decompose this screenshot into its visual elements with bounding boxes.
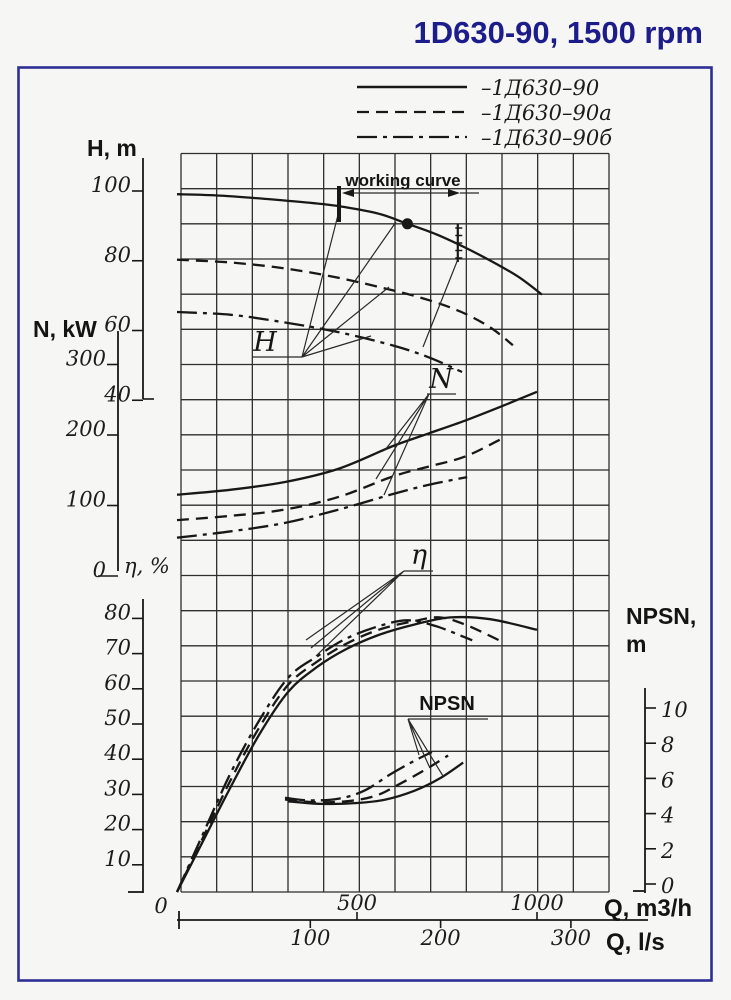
n-axis-tick-label: 300 (65, 346, 106, 371)
eta-axis-title: η, % (124, 554, 170, 578)
curve-head-1Д630-90б (177, 312, 462, 372)
h-curves-label: H (253, 327, 277, 358)
npsh-axis-title-2: m (626, 631, 647, 657)
npsh-axis-title-1: NPSN, (626, 603, 697, 629)
h-axis-tick-label: 80 (104, 242, 131, 267)
working-curve-arrow-right (448, 189, 460, 197)
h-axis-tick-label: 100 (90, 173, 131, 197)
curve-npsh-1Д630-90 (288, 763, 463, 804)
npsh-axis-tick-label: 0 (661, 874, 675, 898)
npsh-axis-tick-label: 10 (661, 698, 688, 722)
curve-npsh-1Д630-90а (285, 756, 448, 803)
eta-axis-tick-label: 70 (104, 635, 131, 660)
q-ls-tick-label: 200 (420, 926, 461, 950)
eta-leader-lines (306, 571, 433, 656)
chart-border (19, 68, 712, 981)
npsh-axis-tick-label: 8 (661, 733, 675, 758)
h-axis-title: H, m (87, 135, 137, 161)
q-m3h-tick-label: 500 (336, 891, 378, 915)
eta-axis-tick-label: 50 (104, 706, 131, 730)
h-axis-tick-label: 60 (104, 312, 131, 337)
legend (357, 76, 612, 150)
working-curve-label: working curve (345, 171, 461, 190)
npsh-curves-label: NPSN (419, 693, 475, 715)
npsh-axis-tick-label: 6 (661, 768, 675, 793)
q-m3h-tick-label: 1000 (510, 891, 564, 915)
legend-label-2: –1Д630–90а (481, 101, 612, 125)
curve-efficiency-1Д630-90 (177, 617, 537, 892)
curve-efficiency-1Д630-90а (177, 617, 499, 892)
q-m3h-axis-title: Q, m3/h (604, 895, 693, 922)
curve-head-1Д630-90а (177, 260, 513, 346)
legend-label-3: –1Д630–90б (481, 126, 613, 150)
h-axis-tick-label: 40 (104, 382, 131, 407)
origin-label: 0 (154, 894, 168, 918)
eta-axis-tick-label: 80 (104, 600, 131, 625)
npsh-leader-lines (408, 719, 488, 776)
eta-axis-tick-label: 40 (104, 741, 131, 766)
eta-axis-tick-label: 30 (104, 776, 131, 801)
n-axis-title: N, kW (33, 316, 97, 342)
eta-curves-label: η (410, 540, 428, 571)
curve-power-1Д630-90 (177, 392, 537, 495)
n-axis-tick-label: 100 (65, 487, 106, 512)
n-axis-tick-label: 200 (65, 417, 106, 441)
npsh-axis-tick-label: 2 (661, 838, 675, 863)
n-curves-label: N (429, 364, 453, 395)
range-connector-line (423, 259, 458, 347)
npsh-axis-tick-label: 4 (661, 803, 675, 828)
page-title: 1D630-90, 1500 rpm (413, 15, 703, 50)
eta-axis-tick-label: 60 (104, 670, 131, 695)
legend-label-1: –1Д630–90 (481, 76, 600, 100)
curve-power-1Д630-90б (177, 477, 467, 538)
duty-point-marker (402, 218, 413, 229)
n-axis-tick-label: 0 (92, 558, 106, 582)
q-ls-tick-label: 100 (290, 926, 331, 950)
eta-axis-tick-label: 10 (104, 846, 131, 871)
n-leader-lines (376, 394, 456, 495)
eta-axis-tick-label: 20 (104, 811, 131, 836)
q-ls-axis-title: Q, l/s (606, 929, 665, 956)
q-ls-tick-label: 300 (550, 926, 591, 950)
working-curve-arrow-left (342, 189, 354, 197)
